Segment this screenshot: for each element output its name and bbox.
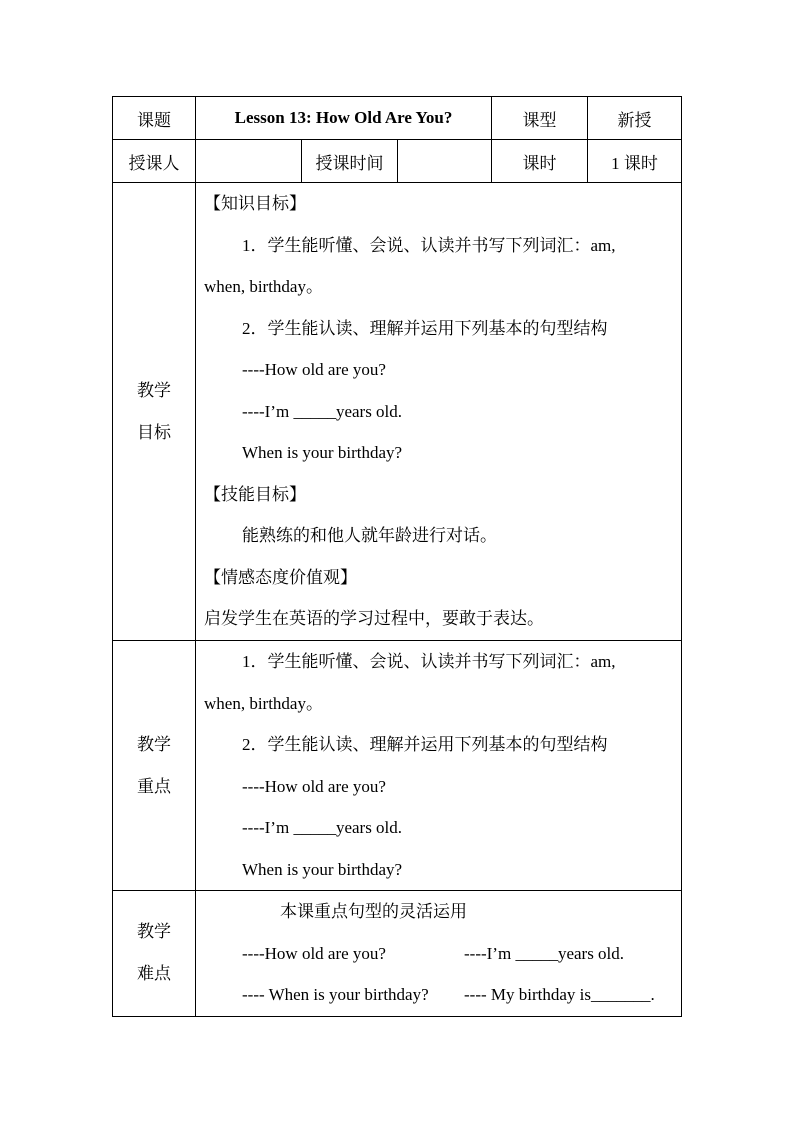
objectives-label-line2: 目标	[137, 422, 171, 442]
difficulties-content	[196, 891, 682, 1017]
type-label: 课型	[492, 97, 588, 140]
type-value: 新授	[588, 97, 682, 140]
difficulty-sentence-2-left: ---- When is your birthday?	[242, 985, 429, 1004]
header-row-1	[113, 97, 682, 140]
key-points-label-line2: 重点	[137, 776, 171, 796]
difficulty-sentence-1-left: ----How old are you?	[242, 943, 386, 963]
teacher-value	[196, 140, 302, 183]
objective-item-1-line2: when, birthday。	[204, 277, 323, 297]
difficulty-sentences-1	[204, 933, 673, 975]
header-row-2	[113, 140, 682, 183]
objective-item-2: 2．学生能认读、理解并运用下列基本的句型结构	[242, 318, 608, 338]
emotion-heading: 【情感态度价值观】	[204, 567, 357, 587]
hours-value: 1 课时	[588, 140, 682, 183]
key-point-item-1-line2: when, birthday。	[204, 693, 323, 713]
key-points-label	[113, 641, 196, 891]
difficulties-label	[113, 891, 196, 1017]
difficulties-text: 本课重点句型的灵活运用	[280, 902, 467, 921]
difficulties-row	[113, 891, 682, 1017]
key-point-sentence-2: ----I’m _____years old.	[242, 818, 403, 837]
key-points-label-line1: 教学	[137, 734, 171, 754]
objectives-row	[113, 183, 682, 641]
hours-label: 课时	[492, 140, 588, 183]
difficulty-sentence-1-right: ----I’m _____years old.	[464, 943, 625, 963]
difficulties-label-line1: 教学	[137, 922, 171, 942]
key-point-sentence-1: ----How old are you?	[242, 776, 386, 796]
key-points-row	[113, 641, 682, 891]
objectives-label-line1: 教学	[137, 380, 171, 400]
emotion-text: 启发学生在英语的学习过程中，要敢于表达。	[204, 609, 544, 629]
skill-heading: 【技能目标】	[204, 484, 306, 504]
key-point-sentence-3: When is your birthday?	[242, 859, 403, 879]
objectives-content	[196, 183, 682, 641]
lesson-plan-table	[112, 96, 682, 1017]
key-points-content	[196, 641, 682, 891]
objectives-label	[113, 183, 196, 641]
teacher-label: 授课人	[113, 140, 196, 183]
topic-value: Lesson 13: How Old Are You?	[196, 97, 492, 140]
topic-label: 课题	[113, 97, 196, 140]
time-value	[398, 140, 492, 183]
objective-sentence-1: ----How old are you?	[242, 360, 386, 380]
time-label: 授课时间	[302, 140, 398, 183]
key-point-item-2: 2．学生能认读、理解并运用下列基本的句型结构	[242, 735, 608, 754]
objective-item-1-line1: 1．学生能听懂、会说、认读并书写下列词汇：am,	[242, 235, 616, 255]
difficulties-label-line2: 难点	[137, 964, 171, 984]
objective-sentence-2: ----I’m _____years old.	[242, 401, 403, 421]
skill-text: 能熟练的和他人就年龄进行对话。	[242, 526, 497, 546]
difficulty-sentences-2	[204, 974, 673, 1016]
objective-sentence-3: When is your birthday?	[242, 443, 403, 463]
knowledge-heading: 【知识目标】	[204, 194, 306, 214]
difficulty-sentence-2-right: ---- My birthday is_______.	[464, 985, 655, 1004]
key-point-item-1-line1: 1．学生能听懂、会说、认读并书写下列词汇：am,	[242, 652, 616, 671]
